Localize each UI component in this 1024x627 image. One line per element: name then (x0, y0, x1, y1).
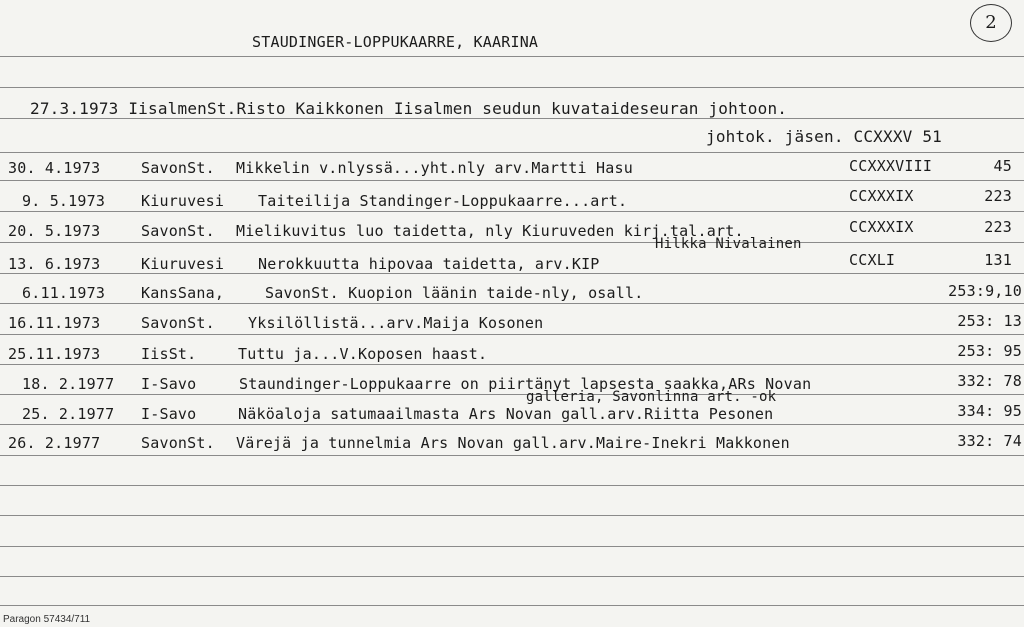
entry-page: 332: 78 (957, 372, 1022, 390)
entry-page: 334: 95 (957, 402, 1022, 420)
rule (0, 152, 1024, 153)
rule (0, 87, 1024, 88)
rule (0, 364, 1024, 365)
rule (0, 242, 1024, 243)
entry-source: Kiuruvesi (141, 255, 225, 273)
rule (0, 394, 1024, 395)
entry-source: I-Savo (141, 375, 197, 393)
entry-date: 25.11.1973 (8, 345, 101, 363)
entry-date: 30. 4.1973 (8, 159, 101, 177)
rule (0, 180, 1024, 181)
rule (0, 424, 1024, 425)
rule (0, 485, 1024, 486)
entry-page: 223 (984, 187, 1012, 205)
card-footer: Paragon 57434/711 (3, 614, 91, 625)
entry-volume: CCXLI (849, 251, 896, 269)
entry-text: Nerokkuutta hipovaa taidetta, arv.KIP (258, 255, 600, 273)
entry-page: 223 (984, 218, 1012, 236)
entry-volume: CCXXXIX (849, 187, 914, 205)
entry-text: Mikkelin v.nlyssä...yht.nly arv.Martti Hasu (236, 159, 633, 177)
entry-text: SavonSt. Kuopion läänin taide-nly, osall. (265, 284, 644, 302)
entry-date: 6.11.1973 (22, 284, 106, 302)
entry-date: 9. 5.1973 (22, 192, 106, 210)
entry-source: KansSana, (141, 284, 225, 302)
rule (0, 546, 1024, 547)
entry-text: Mielikuvitus luo taidetta, nly Kiuruveden kirj.tal.art. (236, 222, 744, 240)
entry-text: Näköaloja satumaailmasta Ars Novan gall.arv.Riitta Pesonen (238, 405, 774, 423)
rule (0, 515, 1024, 516)
entry-date: 26. 2.1977 (8, 434, 101, 452)
entry-text: Tuttu ja...V.Koposen haast. (238, 345, 488, 363)
entry-page: 332: 74 (957, 432, 1022, 450)
entry-text: Staundinger-Loppukaarre on piirtänyt lapsesta saakka,ARs Novan (239, 375, 812, 393)
rule (0, 605, 1024, 606)
entry-page: 253:9,10 (948, 282, 1022, 300)
rule (0, 56, 1024, 57)
entry-date: 13. 6.1973 (8, 255, 101, 273)
card-title: STAUDINGER-LOPPUKAARRE, KAARINA (252, 33, 539, 51)
page-number-badge: 2 (970, 4, 1012, 42)
entry-source: SavonSt. (141, 314, 215, 332)
rule (0, 455, 1024, 456)
entry-date: 18. 2.1977 (22, 375, 115, 393)
entry-page: 131 (984, 251, 1012, 269)
entry-date: 16.11.1973 (8, 314, 101, 332)
interlinear-note: galleria, Savonlinna art. -ok (526, 389, 777, 405)
entry-source: SavonSt. (141, 222, 215, 240)
entry-source: Kiuruvesi (141, 192, 225, 210)
rule (0, 576, 1024, 577)
entry-page: 45 (993, 157, 1012, 175)
entry-source: I-Savo (141, 405, 197, 423)
entry-date: 20. 5.1973 (8, 222, 101, 240)
rule (0, 334, 1024, 335)
entry-volume: CCXXXVIII (849, 157, 933, 175)
entry-date: 25. 2.1977 (22, 405, 115, 423)
entry-text: Taiteilija Standinger-Loppukaarre...art. (258, 192, 628, 210)
interlinear-note: Hilkka Nivalainen (655, 236, 802, 252)
entry-volume: CCXXXIX (849, 218, 914, 236)
entry-page: 253: 13 (957, 312, 1022, 330)
rule (0, 273, 1024, 274)
intro-reference: johtok. jäsen. CCXXXV 51 (706, 127, 942, 146)
rule (0, 303, 1024, 304)
rule (0, 211, 1024, 212)
entry-text: Värejä ja tunnelmia Ars Novan gall.arv.Maire-Inekri Makkonen (236, 434, 790, 452)
entry-source: SavonSt. (141, 434, 215, 452)
entry-page: 253: 95 (957, 342, 1022, 360)
intro-line: 27.3.1973 IisalmenSt.Risto Kaikkonen Iisalmen seudun kuvataideseuran johtoon. (30, 99, 788, 118)
entry-source: SavonSt. (141, 159, 215, 177)
rule (0, 118, 1024, 119)
entry-source: IisSt. (141, 345, 197, 363)
entry-text: Yksilöllistä...arv.Maija Kosonen (248, 314, 544, 332)
